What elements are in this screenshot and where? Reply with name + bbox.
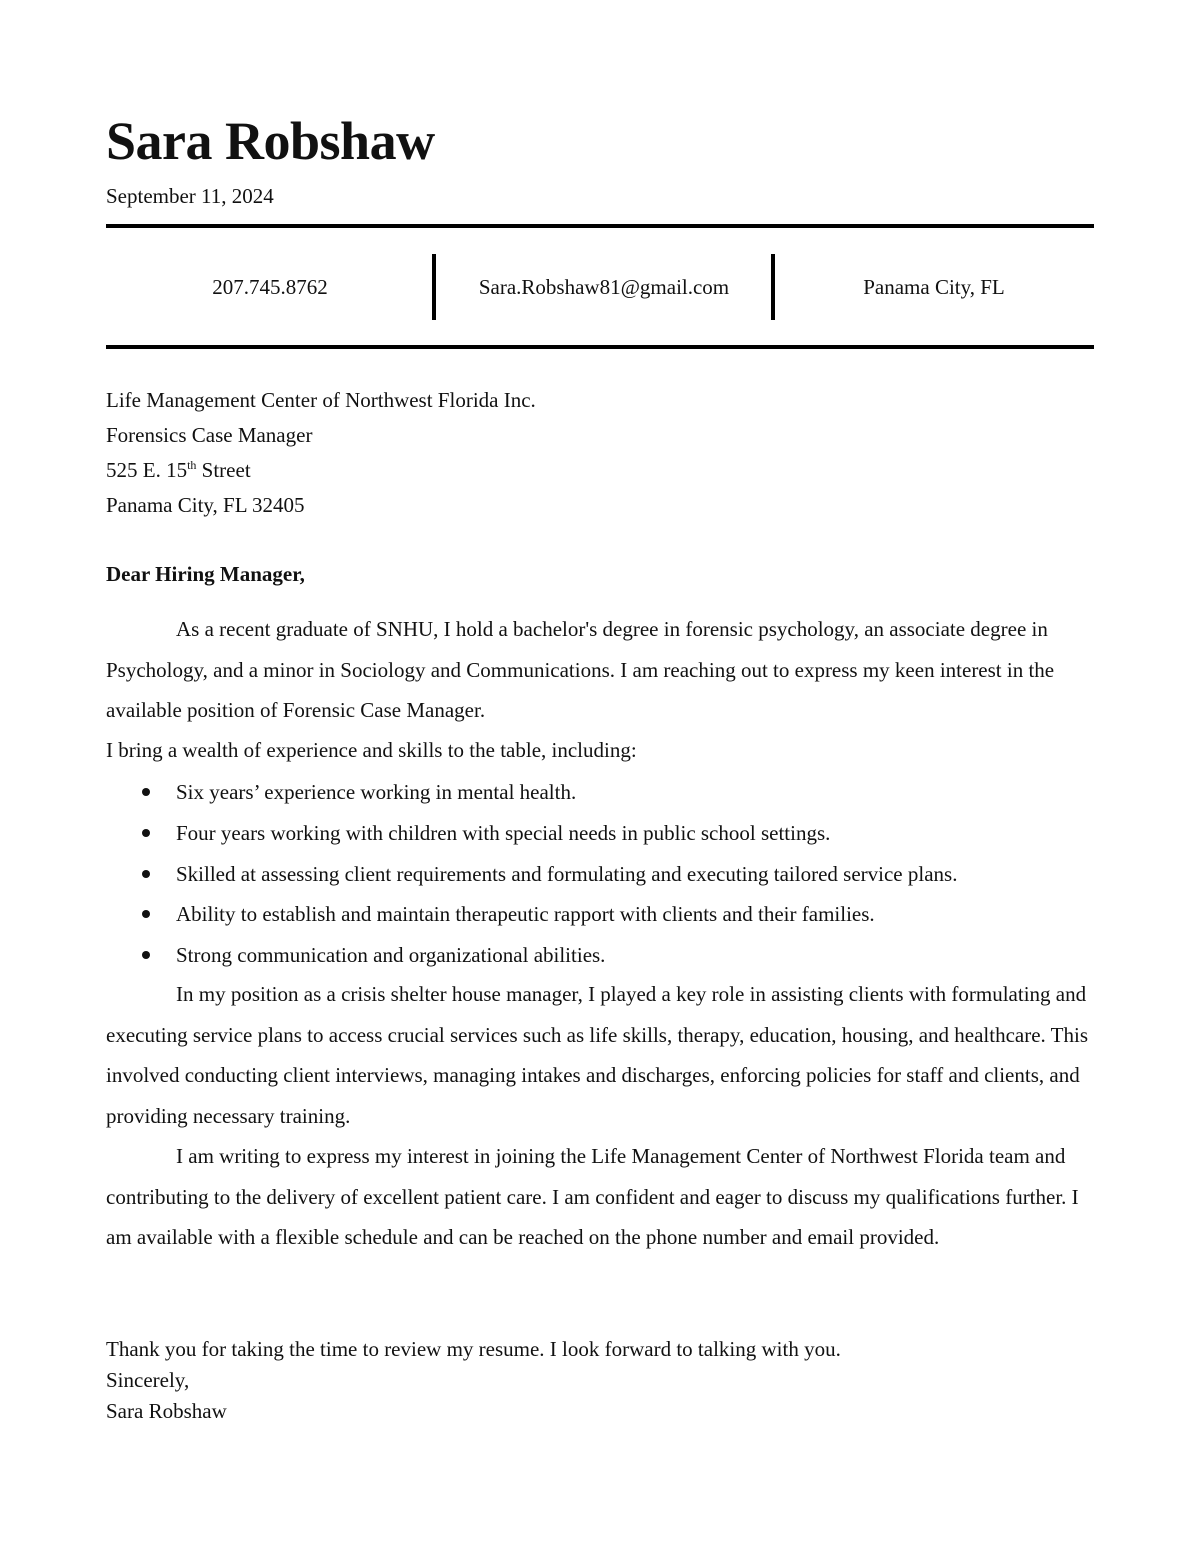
bullet-icon bbox=[142, 910, 150, 918]
skills-list bbox=[106, 772, 1094, 976]
street-ordinal: th bbox=[187, 458, 197, 472]
recipient-position: Forensics Case Manager bbox=[106, 423, 313, 447]
list-item: Ability to establish and maintain therapeutic rapport with clients and their families. bbox=[106, 894, 1094, 935]
bullet-icon bbox=[142, 870, 150, 878]
street-number: 525 E. 15 bbox=[106, 458, 188, 482]
contact-email: Sara.Robshaw81@gmail.com bbox=[478, 274, 730, 299]
letter-date: September 11, 2024 bbox=[106, 184, 274, 208]
body-paragraph-1 bbox=[106, 609, 1094, 731]
contact-phone: 207.745.8762 bbox=[212, 274, 328, 299]
recipient-city: Panama City, FL 32405 bbox=[106, 493, 305, 517]
paragraph-text: In my position as a crisis shelter house manager, I played a key role in assisting clients with formulating and executing service plans to access crucial services such as life skills, therapy, education, housing, and healthcare. This involved conducting client interviews, managing intakes and discharges, enforcing policies for staff and clients, and providing necessary training. bbox=[106, 982, 1088, 1128]
closing-thanks: Thank you for taking the time to review my resume. I look forward to talking with you. bbox=[106, 1337, 841, 1361]
paragraph-text: I am writing to express my interest in joining the Life Management Center of Northwest Florida team and contributing to the delivery of excellent patient care. I am confident and eager to discuss my qualifications further. I am available with a flexible schedule and can be reached on the phone number and email provided. bbox=[106, 1144, 1079, 1249]
closing-signature: Sara Robshaw bbox=[106, 1399, 227, 1423]
bullet-icon bbox=[142, 829, 150, 837]
recipient-organization: Life Management Center of Northwest Florida Inc. bbox=[106, 388, 536, 412]
skills-intro: I bring a wealth of experience and skills to the table, including: bbox=[106, 738, 637, 762]
contact-row bbox=[106, 254, 1094, 320]
recipient-street bbox=[106, 455, 251, 485]
body-paragraph-2 bbox=[106, 974, 1094, 1136]
paragraph-text: As a recent graduate of SNHU, I hold a bachelor's degree in forensic psychology, an associate degree in Psychology, and a minor in Sociology and Communications. I am reaching out to express my keen interest in the available position of Forensic Case Manager. bbox=[106, 617, 1055, 722]
bullet-icon bbox=[142, 788, 150, 796]
salutation: Dear Hiring Manager, bbox=[106, 562, 305, 586]
list-item: Six years’ experience working in mental health. bbox=[106, 772, 1094, 813]
list-item: Four years working with children with special needs in public school settings. bbox=[106, 813, 1094, 854]
street-name: Street bbox=[196, 458, 251, 482]
applicant-name: Sara Robshaw bbox=[106, 111, 435, 171]
body-paragraph-3 bbox=[106, 1136, 1094, 1258]
closing-signoff: Sincerely, bbox=[106, 1368, 190, 1392]
header-bottom-rule bbox=[106, 345, 1094, 349]
contact-location: Panama City, FL bbox=[863, 274, 1005, 299]
header-top-rule bbox=[106, 224, 1094, 228]
bullet-icon bbox=[142, 951, 150, 959]
list-item: Skilled at assessing client requirements and formulating and executing tailored service plans. bbox=[106, 854, 1094, 895]
list-item: Strong communication and organizational abilities. bbox=[106, 935, 1094, 976]
